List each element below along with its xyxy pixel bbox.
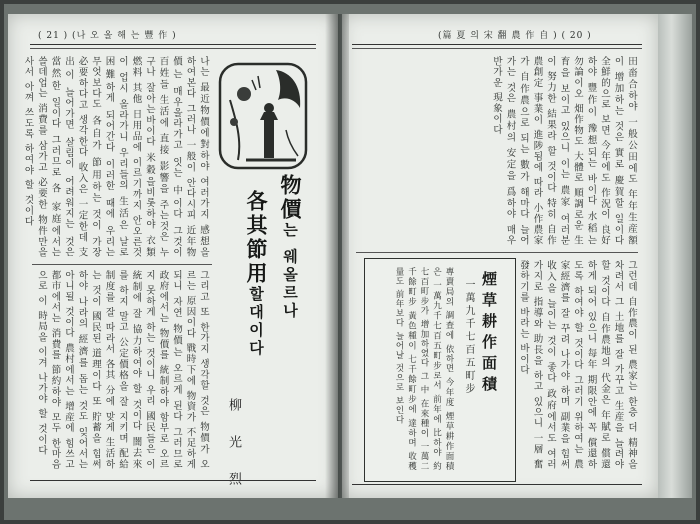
decorative-illustration xyxy=(216,60,310,172)
right-page xyxy=(342,14,658,498)
inset-figure: 一萬九千七百五町步 xyxy=(463,279,474,396)
right-body-upper: 田畓合하야 一般公田에도 年年生産額이 增加하는 것은 實로 慶賀할 일이다 全鮮的으로 보면 今年에도 作況이 良好하야 豐作이 豫想되는 바이다 水稻는 勿論이오 畑作物도 大體로 順調로운 生育을 보이고 있으니 이는 農家 여러분이 努力한 結果라 할 것이다 特히 自作農創定 事業이 進陟됨에 따라 小作農家가 自作農으로 되는 數가 해마다 늘어가는 것은 農村의 安定을 爲하야 매우 반가운 現象이다 xyxy=(491,56,637,246)
header-rule xyxy=(30,44,316,45)
column-divider xyxy=(32,264,212,265)
page-edge xyxy=(658,14,692,498)
header-rule xyxy=(30,48,316,49)
right-page-header: (篇 夏 의 宋 翻 農 作 自 ) ( 20 ) xyxy=(438,31,592,41)
inset-title: 煙草耕作面積 xyxy=(480,271,498,397)
left-body-upper: 나는 最近物價에對하야 여러가지 感想을 하여본다 그러나 一般이 안다시피 近年物價는 매우올라가고 잇는 中이다 그것이 百姓들 生活에 直接 影響을 주는것은 누구나 잘아는바이다 米穀을비롯하야 衣類 燃料 其他 日用品에 이르기까지 안오른것이 업시 올라가니 우리들의 生活은 날로 困難하게 되어간다 이러한 때에 우리는 무엇보다도 各自가 節用하는 것이 가장 必要하다고 생각한다 收入은 一定한데 支出이 늘어가면 살림이 어려워지는 것은 當然한 일이다 그러므로 各 家庭에서는 쓸데업는 消費를 삼가고 必要한 物件만을 사서 아껴 쓰도록 하여야 할 것이다 xyxy=(22,56,209,258)
header-rule xyxy=(352,48,642,49)
inset-text: 專賣局의 調査에 依하면 今年度 煙草耕作面積은 一萬九千七百五町步로서 前年에 比하야 約 七百町步가 增加하였다 그 中 在來種이 一萬二千餘町步 黃色種이 七千餘町步에 達하며 收穫量도 前年보다 늘어날 것으로 보인다 xyxy=(394,267,454,471)
left-page xyxy=(8,14,338,498)
article-title-line-1: 物價는 웨올르나 xyxy=(278,174,303,321)
inset-box xyxy=(364,258,516,482)
right-body-lower: 그런데 自作農이 된 農家는 한층 더 精神을 차려서 그 土地를 잘 가꾸고 生産을 늘려야 할 것이다 自作農地의 代金은 年賦로 償還하게 되어 있으니 每年 期限안에 꼭 償還하도록 하여야 할 것이다 그러기 위하여는 農家經濟를 잘 꾸려 나가야 하며 副業을 힘써 收入을 늘이는 것이 좋다 政府에서도 여러가지로 指導와 助長을 하고 있으니 一層 奮發하기를 바라는 바이다 xyxy=(518,260,637,470)
footer-rule xyxy=(352,484,642,485)
left-page-header: ( 21 ) (나 오 올 해 는 豐 作 ) xyxy=(38,31,177,41)
article-author: 柳 光 烈 xyxy=(226,398,241,496)
gutter-shadow xyxy=(325,14,349,498)
left-body-lower: 그리고 또 한가지 생각할 것은 物價가 오르는 原因이다 戰時下에 物資가 不足하게 되니 자연 物價는 오르게 된다 그러므로 政府에서는 物價를 統制하야 함부로 오르지 못하게 하는 것이니 우리 國民들은 이 統制에 잘 協力하여야 할 것이다 闇去來를 하지 말고 公定價格을 잘 지키며 配給制度를 잘 따라서 各其 分에 맞게 生活하는 것이 國民된 道理이다 또 貯蓄을 힘써 하야 나라의 經濟를 돕는 것도 잊어서는 아니될 것이다 農村에서는 增産에 힘쓰고 都市에서는 消費를 節約하야 모두 한마음으로 이 時局을 이겨 나가야 할 것이다 xyxy=(36,270,209,470)
column-divider xyxy=(356,252,638,253)
footer-rule xyxy=(30,480,316,481)
article-title-line-2: 各其節用할대이다 xyxy=(244,190,269,358)
header-rule xyxy=(352,44,642,45)
